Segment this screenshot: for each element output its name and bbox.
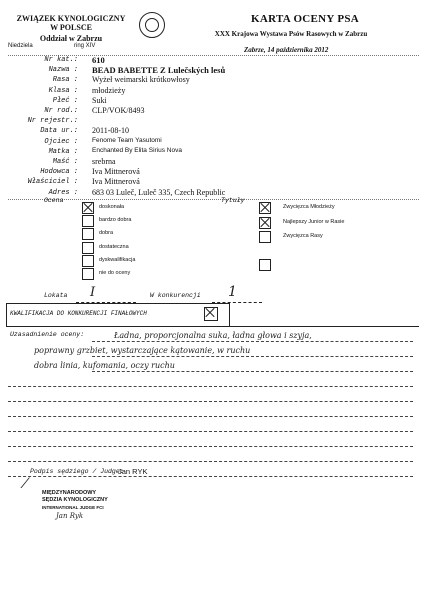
ocena-checkbox[interactable]	[82, 202, 94, 214]
tytuly-option-label: Najlepszy Junior w Rasie	[283, 218, 345, 225]
writing-line	[8, 386, 413, 387]
field-value: CLP/VOK/8493	[92, 106, 145, 115]
ocena-checkbox[interactable]	[82, 242, 94, 254]
field-label: Nr rod.:	[44, 107, 78, 115]
field-value: 610	[92, 55, 105, 65]
branch-name: Oddział w Zabrzu	[39, 34, 103, 43]
field-value: Wyżeł weimarski krótkowłosy	[92, 75, 190, 85]
stamp-line1: MIĘDZYNARODOWY	[42, 490, 97, 496]
ocena-option-label: nie do oceny	[99, 270, 131, 276]
show-name: XXX Krajowa Wystawa Psów Rasowych w Zabrzu	[214, 30, 368, 38]
field-value: młodzieży	[92, 85, 126, 95]
writing-line	[8, 431, 413, 432]
fields-divider	[8, 199, 419, 200]
ocena-checkbox[interactable]	[82, 228, 94, 240]
org-logo-icon	[139, 12, 165, 38]
field-label: Adres :	[48, 188, 78, 197]
day-label: Niedziela	[8, 43, 33, 49]
tytuly-option-label: Zwycięzca Rasy	[283, 233, 323, 239]
kwalifikacja-checkbox[interactable]	[204, 307, 218, 321]
stamp-line3: INTERNATIONAL JUDGE FCI	[42, 505, 104, 510]
field-value: Fenome Team Yasutomi	[92, 136, 162, 144]
field-value: srebrna	[92, 157, 116, 166]
judge-name: Jan RYK	[118, 467, 148, 476]
tytuly-label: Tytuły	[221, 197, 245, 204]
writing-line	[8, 461, 413, 462]
writing-line	[8, 446, 413, 447]
writing-line	[92, 356, 413, 357]
ring-label: ring XIV	[74, 43, 96, 49]
field-label: Właściciel :	[27, 178, 78, 187]
field-label: Data ur.:	[40, 127, 78, 136]
writing-line	[92, 371, 413, 372]
field-label: Maść :	[52, 158, 78, 166]
field-label: Ojciec :	[44, 137, 78, 146]
card-title: KARTA OCENY PSA	[250, 13, 359, 25]
ocena-option-label: dyskwalifikacja	[99, 256, 136, 263]
field-value: 683 03 Luleč, Luleč 335, Czech Republic	[92, 187, 226, 197]
ocena-option-label: doskonała	[99, 204, 125, 210]
ocena-option-label: bardzo dobra	[99, 217, 132, 224]
field-label: Płeć :	[52, 96, 78, 105]
field-label: Nr kat.:	[44, 56, 78, 64]
uzasadnienie-label: Uzasadnienie oceny:	[10, 331, 85, 338]
stamp-line2: SĘDZIA KYNOLOGICZNY	[42, 497, 108, 503]
writing-line	[8, 476, 413, 477]
lokata-label: Lokata	[44, 292, 68, 299]
ocena-checkbox[interactable]	[82, 215, 94, 227]
place-date: Zabrze, 14 października 2012	[244, 46, 329, 54]
konkurencja-value: 1	[228, 284, 237, 300]
ocena-label: Ocena	[44, 197, 64, 204]
tytuly-checkbox[interactable]	[259, 231, 271, 243]
lokata-value: I	[90, 285, 96, 300]
tytuly-checkbox[interactable]	[259, 217, 271, 229]
judge-signature-mark-icon: ⁄	[24, 476, 27, 492]
org-header	[6, 14, 136, 43]
field-label: Matka :	[48, 147, 78, 156]
field-label: Nazwa :	[48, 66, 78, 75]
tytuly-empty-checkbox[interactable]	[259, 259, 271, 271]
judge-signature-label: Podpis sędziego / Judge:	[30, 468, 124, 475]
field-value: Enchanted By Elita Sirius Nova	[92, 146, 182, 154]
uzasadnienie-top-line	[8, 326, 419, 327]
writing-line	[92, 341, 413, 342]
field-label: Klasa :	[48, 86, 78, 95]
org-name-line2: W POLSCE	[50, 23, 92, 32]
field-label: Hodowca :	[40, 168, 78, 177]
judge-stamp	[42, 490, 117, 520]
org-name-line1: ZWIĄZEK KYNOLOGICZNY	[16, 14, 126, 23]
ocena-option-label: dobra	[99, 230, 114, 237]
writing-line	[8, 401, 413, 402]
field-value: Iva Mittnerová	[92, 177, 140, 187]
writing-line	[8, 416, 413, 417]
field-value: Iva Mittnerová	[92, 167, 140, 177]
tytuly-option-label: Zwycięzca Młodzieży	[283, 204, 335, 210]
ocena-checkbox[interactable]	[82, 268, 94, 280]
justification-text: dobra linia, kufomania, oczy ruchu	[34, 361, 175, 370]
justification-text: Ładna, proporcjonalna suka, ładna głowa i szyja,	[114, 331, 312, 340]
ocena-option-label: dostateczna	[99, 243, 129, 250]
field-value: BEAD BABETTE Z Lulečských lesů	[92, 65, 226, 76]
konkurencja-label: W konkurencji	[150, 292, 201, 299]
field-value: 2011-08-10	[92, 126, 130, 136]
kwalifikacja-label: KWALIFIKACJA DO KONKURENCJI FINAŁOWYCH	[10, 310, 147, 317]
justification-text: poprawny grzbiet, wystarczające kątowanie, w ruchu	[34, 346, 251, 355]
field-label: Rasa :	[52, 76, 78, 85]
field-value: Suki	[92, 95, 107, 105]
stamp-signature: Jan Ryk	[56, 512, 84, 520]
tytuly-checkbox[interactable]	[259, 202, 271, 214]
field-label: Nr rejestr.:	[27, 117, 78, 126]
ocena-checkbox[interactable]	[82, 255, 94, 267]
